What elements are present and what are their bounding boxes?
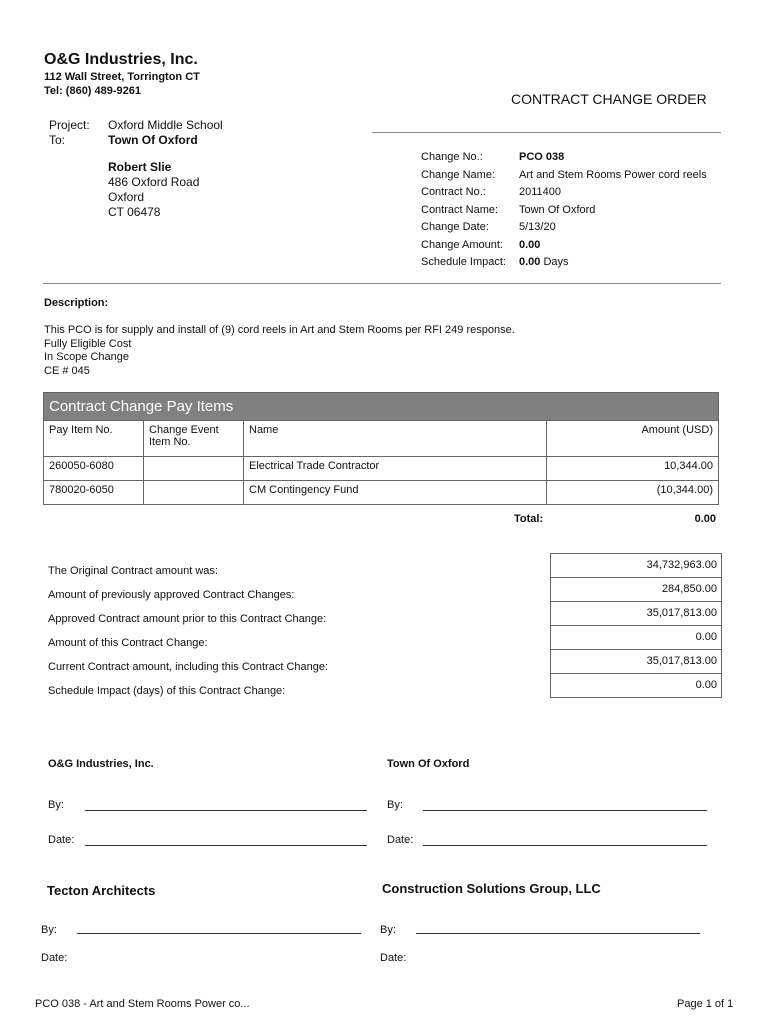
contact-street: 486 Oxford Road <box>108 175 200 189</box>
change-event-no <box>144 457 244 481</box>
by-label: By: <box>48 799 64 811</box>
schedule-impact-unit: Days <box>543 256 569 268</box>
table-row <box>44 457 719 481</box>
by-label: By: <box>41 924 57 936</box>
signature-line[interactable] <box>416 933 700 934</box>
schedule-impact-value: 0.00 <box>519 256 541 268</box>
summary-labels <box>48 559 328 703</box>
date-label: Date: <box>380 952 407 961</box>
date-line[interactable] <box>423 845 707 846</box>
description-line: CE # 045 <box>44 364 90 377</box>
summary-label: Schedule Impact (days) of this Contract Change: <box>48 685 286 697</box>
contact-city: Oxford <box>108 190 145 204</box>
pay-item-no: 780020-6050 <box>44 481 144 505</box>
col-amount: Amount (USD) <box>547 421 719 457</box>
contact-name: Robert Slie <box>108 160 172 174</box>
change-no-label: Change No.: <box>421 151 483 163</box>
footer-page-number: Page 1 of 1 <box>677 998 734 1010</box>
pay-items-table <box>43 392 719 505</box>
project-name: Oxford Middle School <box>108 118 223 132</box>
summary-label: Amount of previously approved Contract Changes: <box>48 589 295 601</box>
pay-item-name: Electrical Trade Contractor <box>244 457 547 481</box>
change-date-label: Change Date: <box>421 221 489 233</box>
company-tel: Tel: (860) 489-9261 <box>44 85 142 97</box>
summary-value: 0.00 <box>551 626 721 650</box>
summary-value: 34,732,963.00 <box>551 554 721 578</box>
signature-party-og: O&G Industries, Inc. <box>48 758 154 770</box>
signature-party-csg: Construction Solutions Group, LLC <box>382 881 601 896</box>
contract-no-label: Contract No.: <box>421 186 486 198</box>
change-event-no <box>144 481 244 505</box>
by-label: By: <box>387 799 403 811</box>
contract-name-label: Contract Name: <box>421 203 499 216</box>
signature-line[interactable] <box>423 810 707 811</box>
company-address <box>44 70 200 98</box>
change-name-label: Change Name: <box>421 168 495 181</box>
description-title: Description: <box>44 297 109 309</box>
section-divider <box>43 283 721 284</box>
signature-line[interactable] <box>85 810 367 811</box>
change-amount: 0.00 <box>519 238 541 251</box>
change-info-labels <box>421 149 506 272</box>
date-line[interactable] <box>85 845 367 846</box>
description-line: Fully Eligible Cost <box>44 337 132 350</box>
project-labels <box>49 118 90 148</box>
summary-label: Current Contract amount, including this Contract Change: <box>48 661 329 673</box>
col-pay-item: Pay Item No. <box>44 421 144 457</box>
change-name: Art and Stem Rooms Power cord reels <box>519 168 707 181</box>
description-line: This PCO is for supply and install of (9) cord reels in Art and Stem Rooms per RFI 249 response. <box>44 324 515 336</box>
company-name: O&G Industries, Inc. <box>44 51 198 68</box>
date-label: Date: <box>48 834 75 846</box>
contract-name: Town Of Oxford <box>519 203 596 216</box>
project-values <box>108 118 223 148</box>
change-amount-label: Change Amount: <box>421 238 503 251</box>
contract-no: 2011400 <box>519 186 562 198</box>
date-label: Date: <box>41 952 68 961</box>
project-label: Project: <box>49 118 90 132</box>
footer-doc-name: PCO 038 - Art and Stem Rooms Power co... <box>35 998 250 1010</box>
summary-label: The Original Contract amount was: <box>48 565 218 577</box>
summary-value: 35,017,813.00 <box>551 602 721 626</box>
document-title: CONTRACT CHANGE ORDER <box>511 91 707 107</box>
pay-item-name: CM Contingency Fund <box>244 481 547 505</box>
summary-label: Amount of this Contract Change: <box>48 637 208 649</box>
date-label: Date: <box>387 834 414 846</box>
change-no: PCO 038 <box>519 151 565 163</box>
summary-label: Approved Contract amount prior to this Contract Change: <box>48 613 327 625</box>
signature-line[interactable] <box>77 933 361 934</box>
schedule-impact <box>519 254 707 272</box>
pay-item-amount: 10,344.00 <box>547 457 719 481</box>
col-name: Name <box>244 421 547 457</box>
title-divider <box>372 132 721 133</box>
change-date: 5/13/20 <box>519 221 556 233</box>
contact-state: CT 06478 <box>108 205 161 219</box>
summary-value: 35,017,813.00 <box>551 650 721 674</box>
to-label: To: <box>49 133 66 147</box>
pay-item-amount: (10,344.00) <box>547 481 719 505</box>
summary-value: 284,850.00 <box>551 578 721 602</box>
by-label: By: <box>380 924 396 936</box>
summary-value: 0.00 <box>695 679 717 691</box>
total-label: Total: <box>514 513 544 525</box>
schedule-impact-label: Schedule Impact: <box>421 256 506 268</box>
signature-party-town: Town Of Oxford <box>387 758 470 770</box>
description-line: In Scope Change <box>44 351 130 363</box>
total-value: 0.00 <box>694 513 716 525</box>
contact-block <box>108 160 199 220</box>
description-body <box>44 324 515 378</box>
company-street: 112 Wall Street, Torrington CT <box>44 71 200 83</box>
change-info-values <box>519 149 707 272</box>
pay-item-no: 260050-6080 <box>44 457 144 481</box>
col-change-event: Change Event Item No. <box>144 421 244 457</box>
to-name: Town Of Oxford <box>108 133 198 147</box>
signature-party-tecton: Tecton Architects <box>47 883 156 898</box>
summary-values <box>550 553 722 698</box>
pay-items-title: Contract Change Pay Items <box>44 393 719 421</box>
table-row <box>44 481 719 505</box>
